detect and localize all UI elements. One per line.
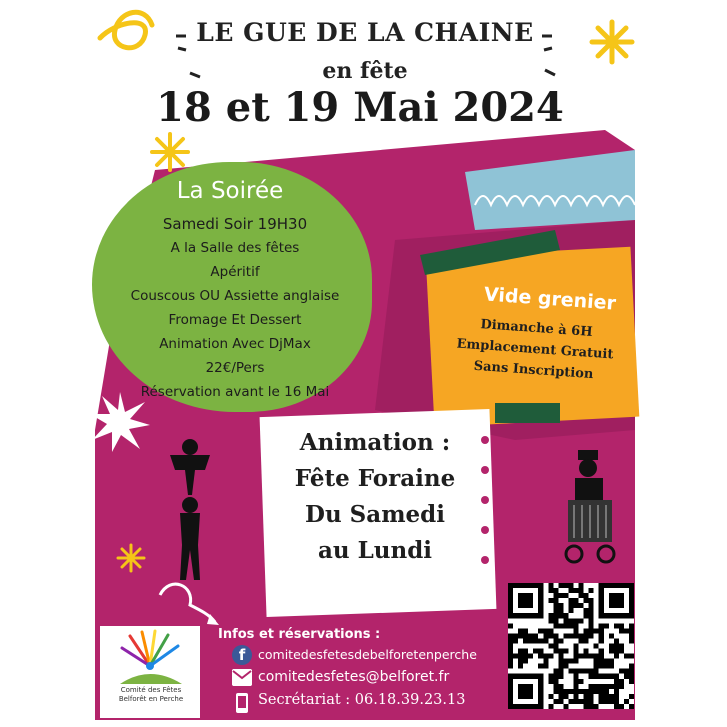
facebook-link[interactable] (232, 645, 512, 667)
tape-decoration (415, 225, 565, 275)
list-item: Sans Inscription (473, 358, 594, 383)
burst-decoration-icon (90, 392, 150, 452)
animation-text (270, 425, 480, 569)
animation-line: Du Samedi (305, 501, 445, 528)
list-item: Animation Avec DjMax (159, 336, 311, 352)
list-item: Réservation avant le 16 Mai (140, 384, 330, 400)
list-item: A la Salle des fêtes (170, 240, 300, 256)
logo-caption (104, 686, 198, 704)
vide-grenier-list (438, 311, 632, 387)
tape-decoration (495, 398, 565, 428)
list-item: Fromage Et Dessert (168, 312, 302, 328)
phone-number: Secrétariat : 06.18.39.23.13 (258, 692, 466, 708)
vide-grenier-title: Vide grenier (483, 283, 617, 315)
list-item: Apéritif (210, 264, 260, 280)
soiree-title: La Soirée (176, 178, 284, 204)
list-item: Emplacement Gratuit (456, 336, 614, 363)
info-title: Infos et réservations : (218, 627, 381, 642)
phone-contact (232, 692, 522, 714)
star-decoration-icon (150, 132, 190, 172)
mail-icon (232, 669, 252, 686)
facebook-icon: f (232, 645, 252, 665)
phone-icon (232, 692, 252, 714)
acrobats-illustration (150, 435, 230, 585)
list-item: Dimanche à 6H (479, 317, 593, 340)
event-dates: 18 et 19 Mai 2024 (156, 84, 564, 131)
committee-logo (100, 626, 200, 718)
star-decoration-icon (116, 543, 146, 573)
logo-caption-line: Belforêt en Perche (118, 695, 184, 703)
soiree-list (105, 212, 365, 404)
arrow-icon (155, 580, 225, 630)
event-subtitle: en fête (322, 58, 408, 84)
facebook-handle: comitedesfetesdebelforetenperche (258, 647, 477, 662)
list-item: Couscous OU Assiette anglaise (130, 288, 340, 304)
list-item: 22€/Pers (205, 360, 265, 376)
list-item: Samedi Soir 19H30 (162, 215, 308, 233)
logo-illustration (100, 626, 200, 688)
email-link[interactable] (232, 667, 512, 689)
animation-line: Fête Foraine (294, 465, 456, 492)
organ-grinder-illustration (560, 450, 630, 570)
email-address: comitedesfetes@belforet.fr (258, 669, 450, 685)
animation-line: au Lundi (317, 537, 433, 564)
event-title: LE GUE DE LA CHAINE (196, 18, 534, 47)
animation-line: Animation : (299, 429, 451, 456)
qr-code[interactable] (508, 583, 634, 709)
logo-caption-line: Comité des Fêtes (120, 686, 182, 694)
